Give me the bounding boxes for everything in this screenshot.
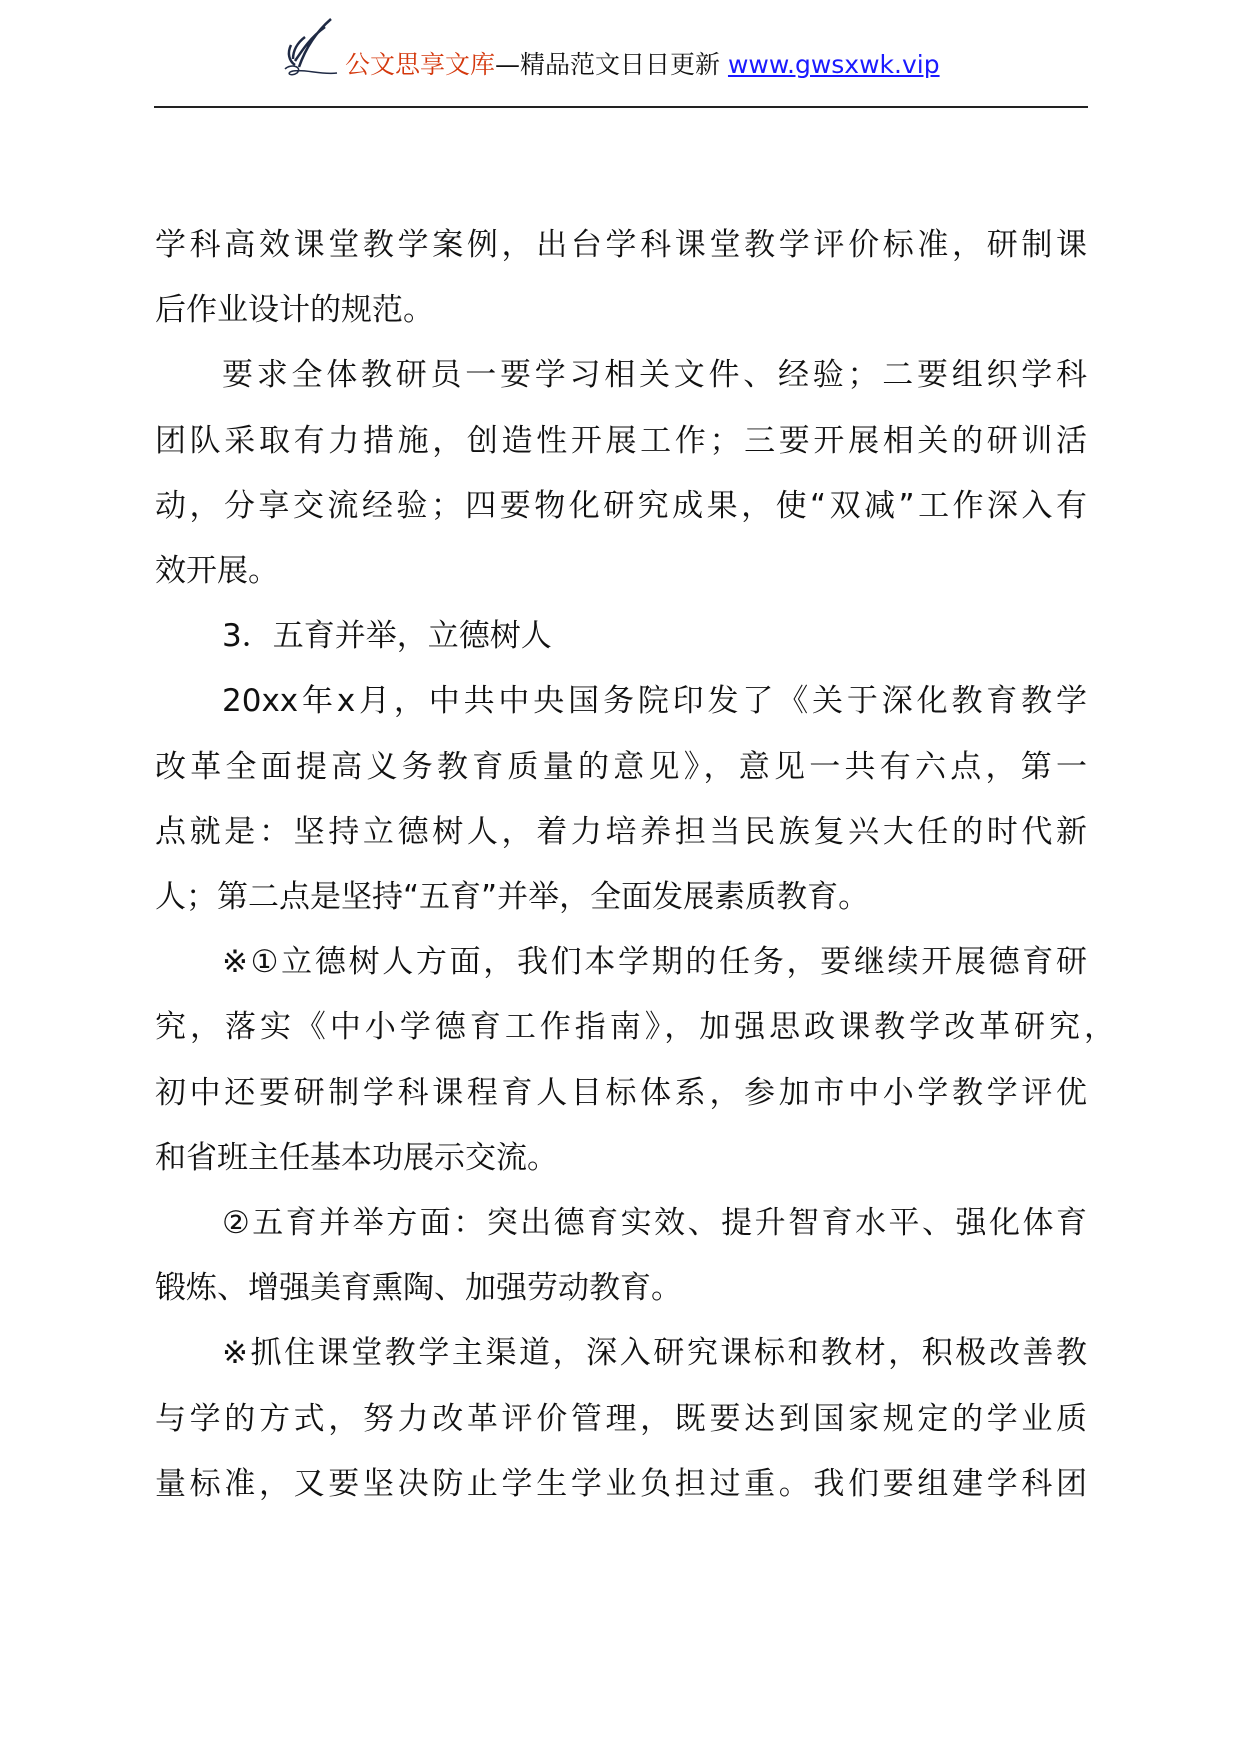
text-line: ※①立德树人方面，我们本学期的任务，要继续开展德育研	[222, 944, 1087, 980]
text-line: 改革全面提高义务教育质量的意见》，意见一共有六点，第一	[155, 749, 1087, 785]
text-line: 效开展。	[155, 553, 279, 589]
section-heading: 3．五育并举，立德树人	[222, 618, 552, 654]
text-line: 初中还要研制学科课程育人目标体系，参加市中小学教学评优	[155, 1075, 1087, 1111]
text-line: 与学的方式，努力改革评价管理，既要达到国家规定的学业质	[155, 1401, 1087, 1437]
text-line: 20xx年x月，中共中央国务院印发了《关于深化教育教学	[222, 683, 1087, 719]
header-divider	[154, 106, 1088, 108]
quill-logo-icon	[281, 17, 339, 79]
brand-name: 公文思享文库	[345, 50, 496, 79]
text-line: 和省班主任基本功展示交流。	[155, 1140, 558, 1176]
text-line: 动，分享交流经验；四要物化研究成果，使“双减”工作深入有	[155, 488, 1087, 524]
text-line: 点就是：坚持立德树人，着力培养担当民族复兴大任的时代新	[155, 814, 1087, 850]
text-line: 后作业设计的规范。	[155, 292, 434, 328]
page-header	[345, 48, 940, 82]
text-line: 学科高效课堂教学案例，出台学科课堂教学评价标准，研制课	[155, 227, 1087, 263]
text-line: 锻炼、增强美育熏陶、加强劳动教育。	[155, 1270, 682, 1306]
text-line: ※抓住课堂教学主渠道，深入研究课标和教材，积极改善教	[222, 1335, 1087, 1371]
text-line: ②五育并举方面：突出德育实效、提升智育水平、强化体育	[222, 1205, 1087, 1241]
text-line: 团队采取有力措施，创造性开展工作；三要开展相关的研训活	[155, 423, 1087, 459]
header-slogan: —精品范文日日更新	[495, 50, 728, 79]
text-line: 究，落实《中小学德育工作指南》，加强思政课教学改革研究，	[155, 1009, 1115, 1045]
text-line: 量标准，又要坚决防止学生学业负担过重。我们要组建学科团	[155, 1466, 1087, 1502]
site-link[interactable]: www.gwsxwk.vip	[727, 50, 940, 79]
text-line: 人；第二点是坚持“五育”并举，全面发展素质教育。	[155, 879, 870, 915]
text-line: 要求全体教研员一要学习相关文件、经验；二要组织学科	[222, 357, 1087, 393]
